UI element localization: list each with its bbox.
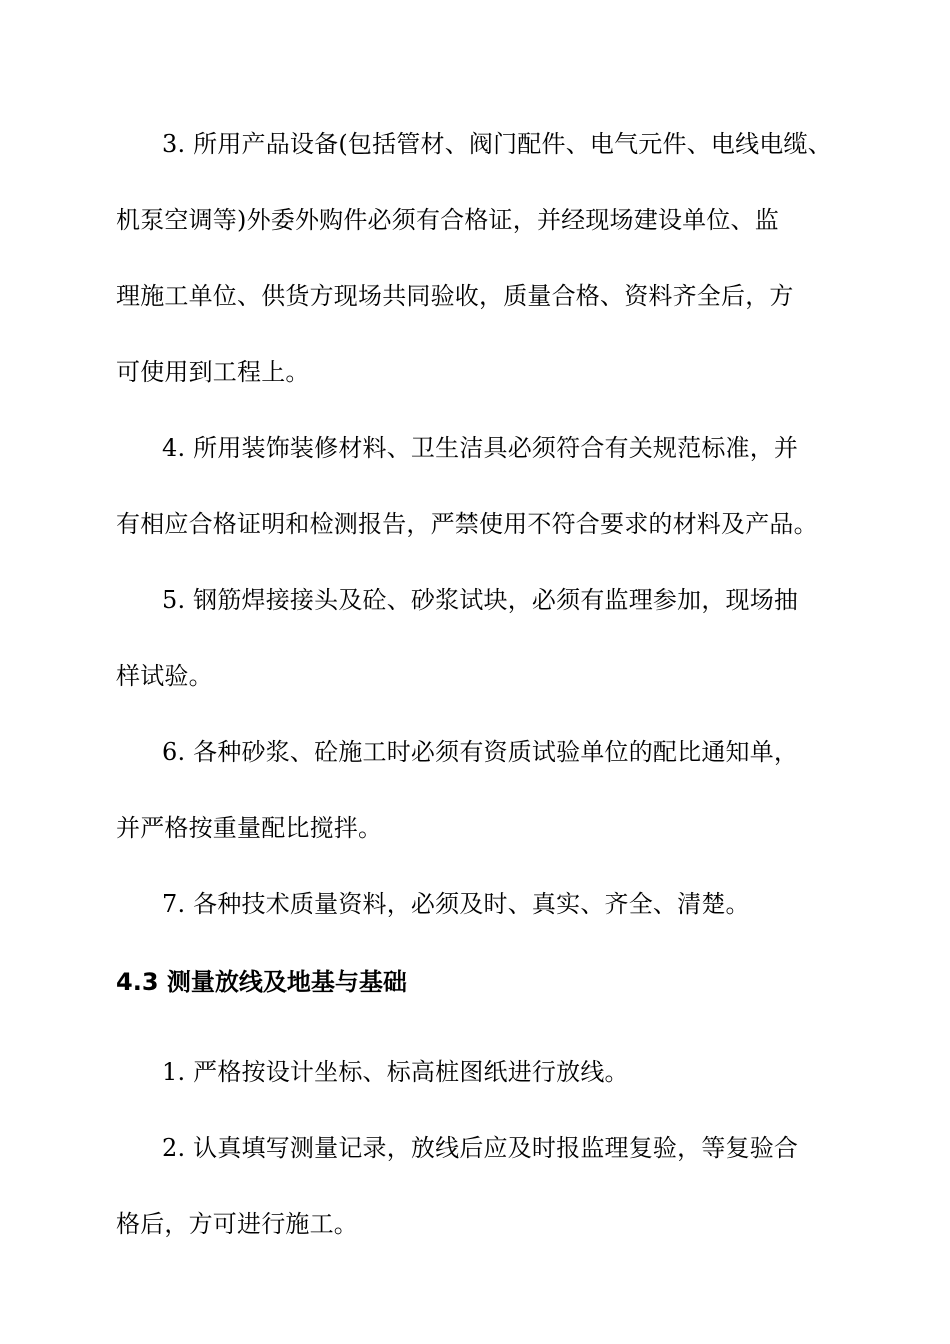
paragraph-3-line-4: 可使用到工程上。: [116, 358, 310, 386]
paragraph-3-line-2: 机泵空调等)外委外购件必须有合格证，并经现场建设单位、监: [116, 206, 779, 234]
section-paragraph-1-line-1: 1. 严格按设计坐标、标高桩图纸进行放线。: [162, 1058, 629, 1086]
section-paragraph-2-line-2: 格后，方可进行施工。: [116, 1210, 358, 1238]
paragraph-3-line-1: 3. 所用产品设备(包括管材、阀门配件、电气元件、电线电缆、: [162, 130, 832, 158]
paragraph-7-line-1: 7. 各种技术质量资料，必须及时、真实、齐全、清楚。: [162, 890, 750, 918]
section-heading: 4.3 测量放线及地基与基础: [116, 968, 407, 996]
section-paragraph-2-line-1: 2. 认真填写测量记录，放线后应及时报监理复验，等复验合: [162, 1134, 799, 1162]
paragraph-5-line-1: 5. 钢筋焊接接头及砼、砂浆试块，必须有监理参加，现场抽: [162, 586, 799, 614]
paragraph-6-line-1: 6. 各种砂浆、砼施工时必须有资质试验单位的配比通知单，: [162, 738, 799, 766]
paragraph-4-line-2: 有相应合格证明和检测报告，严禁使用不符合要求的材料及产品。: [116, 510, 818, 538]
paragraph-5-line-2: 样试验。: [116, 662, 213, 690]
paragraph-6-line-2: 并严格按重量配比搅拌。: [116, 814, 383, 842]
paragraph-3-line-3: 理施工单位、供货方现场共同验收，质量合格、资料齐全后，方: [116, 282, 794, 310]
paragraph-4-line-1: 4. 所用装饰装修材料、卫生洁具必须符合有关规范标准，并: [162, 434, 799, 462]
